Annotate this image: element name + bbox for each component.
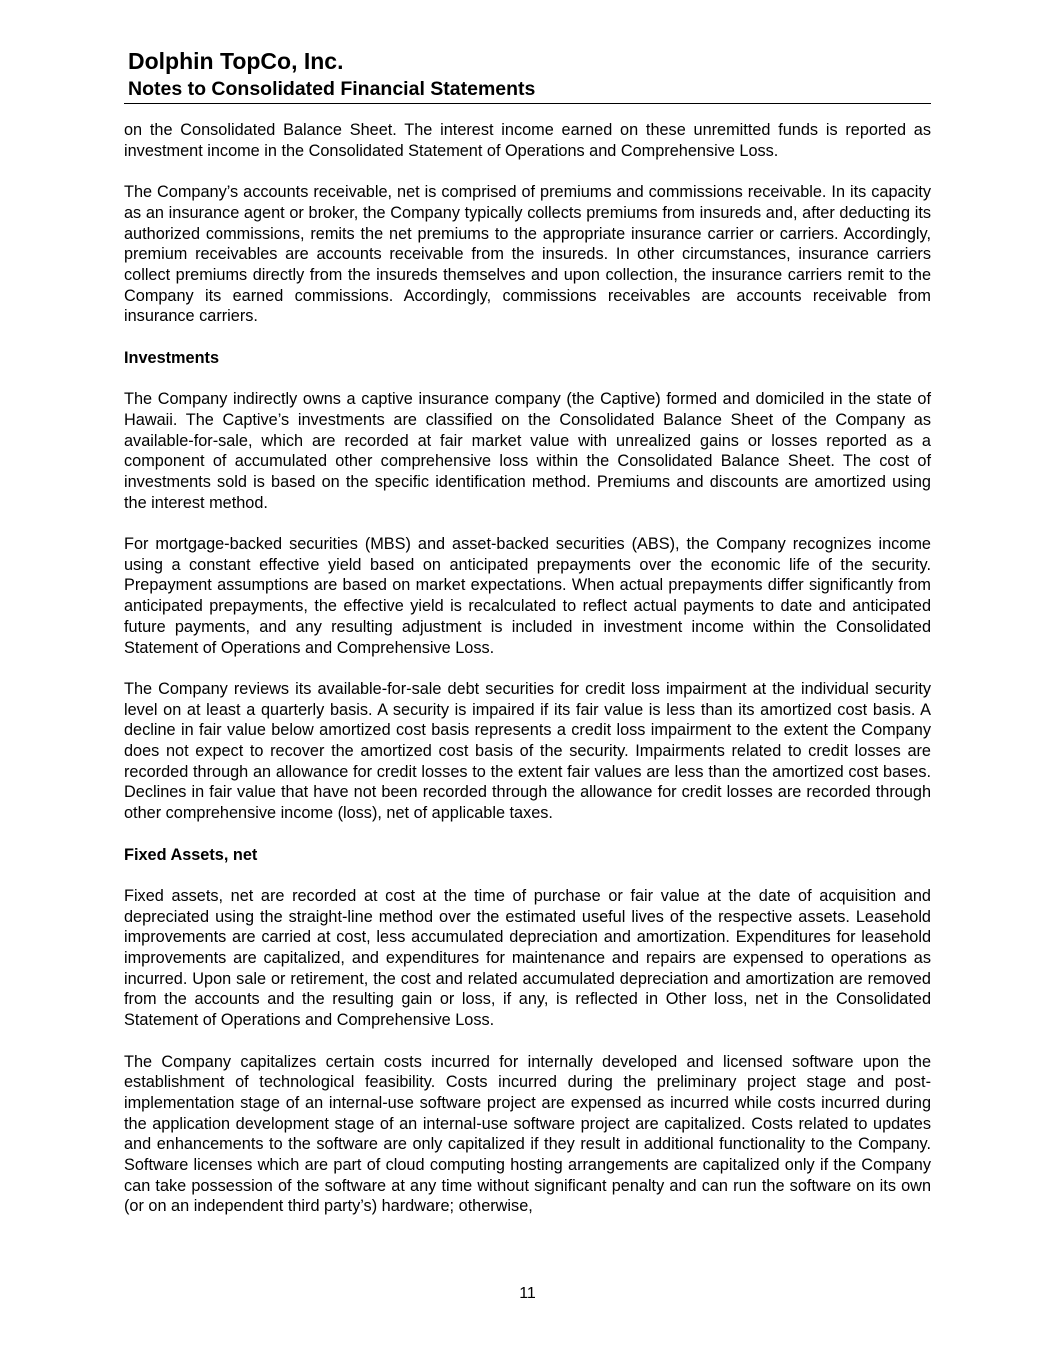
section-heading-fixed-assets: Fixed Assets, net — [124, 845, 258, 864]
company-name: Dolphin TopCo, Inc. — [128, 48, 344, 74]
paragraph-credit-loss-impairment: The Company reviews its available-for-sale debt securities for credit loss impairment at the individual security level on at least a quarterly basis. A security is impaired if its fair value is less than its amortized cost basis. A decline in fair value below amortized cost basis represents a credit loss impairment to the extent the Company does not expect to recover the amortized cost basis of the security. Impairments related to credit losses are recorded through an allowance for credit losses to the extent fair values are less than the amortized cost bases. Declines in fair value that have not been recorded through the allowance for credit losses are recorded through other comprehensive income (loss), net of applicable taxes. — [124, 679, 931, 823]
paragraph-unremitted-funds: on the Consolidated Balance Sheet. The interest income earned on these unremitted funds is reported as investment income in the Consolidated Statement of Operations and Comprehensive Loss. — [124, 121, 931, 160]
page-number: 11 — [519, 1285, 536, 1302]
paragraph-mbs-abs: For mortgage-backed securities (MBS) and asset-backed securities (ABS), the Company recognizes income using a constant effective yield based on anticipated prepayments over the economic life of the security. Prepayment assumptions are based on market expectations. When actual prepayments differ significantly from anticipated prepayments, the effective yield is recalculated to reflect actual payments to date and anticipated future payments, and any resulting adjustment is included in investment income within the Consolidated Statement of Operations and Comprehensive Loss. — [124, 535, 931, 657]
paragraph-captive-investments: The Company indirectly owns a captive insurance company (the Captive) formed and domiciled in the state of Hawaii. The Captive’s investments are classified on the Consolidated Balance Sheet of the Company as available-for-sale, which are recorded at fair market value with unrealized gains or losses reported as a component of accumulated other comprehensive loss within the Consolidated Balance Sheet. The cost of investments sold is based on the specific identification method. Premiums and discounts are amortized using the interest method. — [124, 390, 931, 512]
paragraph-software-costs: The Company capitalizes certain costs incurred for internally developed and licensed software upon the establishment of technological feasibility. Costs incurred during the preliminary project stage and post-implementation stage of an internal-use software project are expensed as incurred while costs incurred during the application development stage of an internal-use software project are capitalized. Costs related to updates and enhancements to the software are only capitalized if they result in additional functionality to the Company. Software licenses which are part of cloud computing hosting arrangements are capitalized only if the Company can take possession of the software at any time without significant penalty and can run the software on its own (or on an independent third party’s) hardware; otherwise, — [124, 1052, 931, 1216]
paragraph-fixed-assets: Fixed assets, net are recorded at cost at the time of purchase or fair value at the date of acquisition and depreciated using the straight-line method over the estimated useful lives of the respective assets. Leasehold improvements are carried at cost, less accumulated depreciation and amortization. Expenditures for leasehold improvements are capitalized, and expenditures for maintenance and repairs are expensed to operations as incurred. Upon sale or retirement, the cost and related accumulated depreciation and amortization are removed from the accounts and the resulting gain or loss, if any, is reflected in Other loss, net in the Consolidated Statement of Operations and Comprehensive Loss. — [124, 886, 931, 1030]
document-body — [124, 120, 931, 1238]
section-heading-investments: Investments — [124, 348, 220, 367]
document-subtitle: Notes to Consolidated Financial Statements — [128, 78, 536, 100]
paragraph-accounts-receivable: The Company’s accounts receivable, net is comprised of premiums and commissions receivable. In its capacity as an insurance agent or broker, the Company typically collects premiums from insureds and, after deducting its authorized commissions, remits the net premiums to the appropriate insurance carrier or carriers. Accordingly, premium receivables are accounts receivable from the insureds. In other circumstances, insurance carriers collect premiums directly from the insureds themselves and upon collection, the insurance carriers remit to the Company its earned commissions. Accordingly, commissions receivables are accounts receivable from insurance carriers. — [124, 183, 931, 326]
page-header — [124, 46, 931, 104]
